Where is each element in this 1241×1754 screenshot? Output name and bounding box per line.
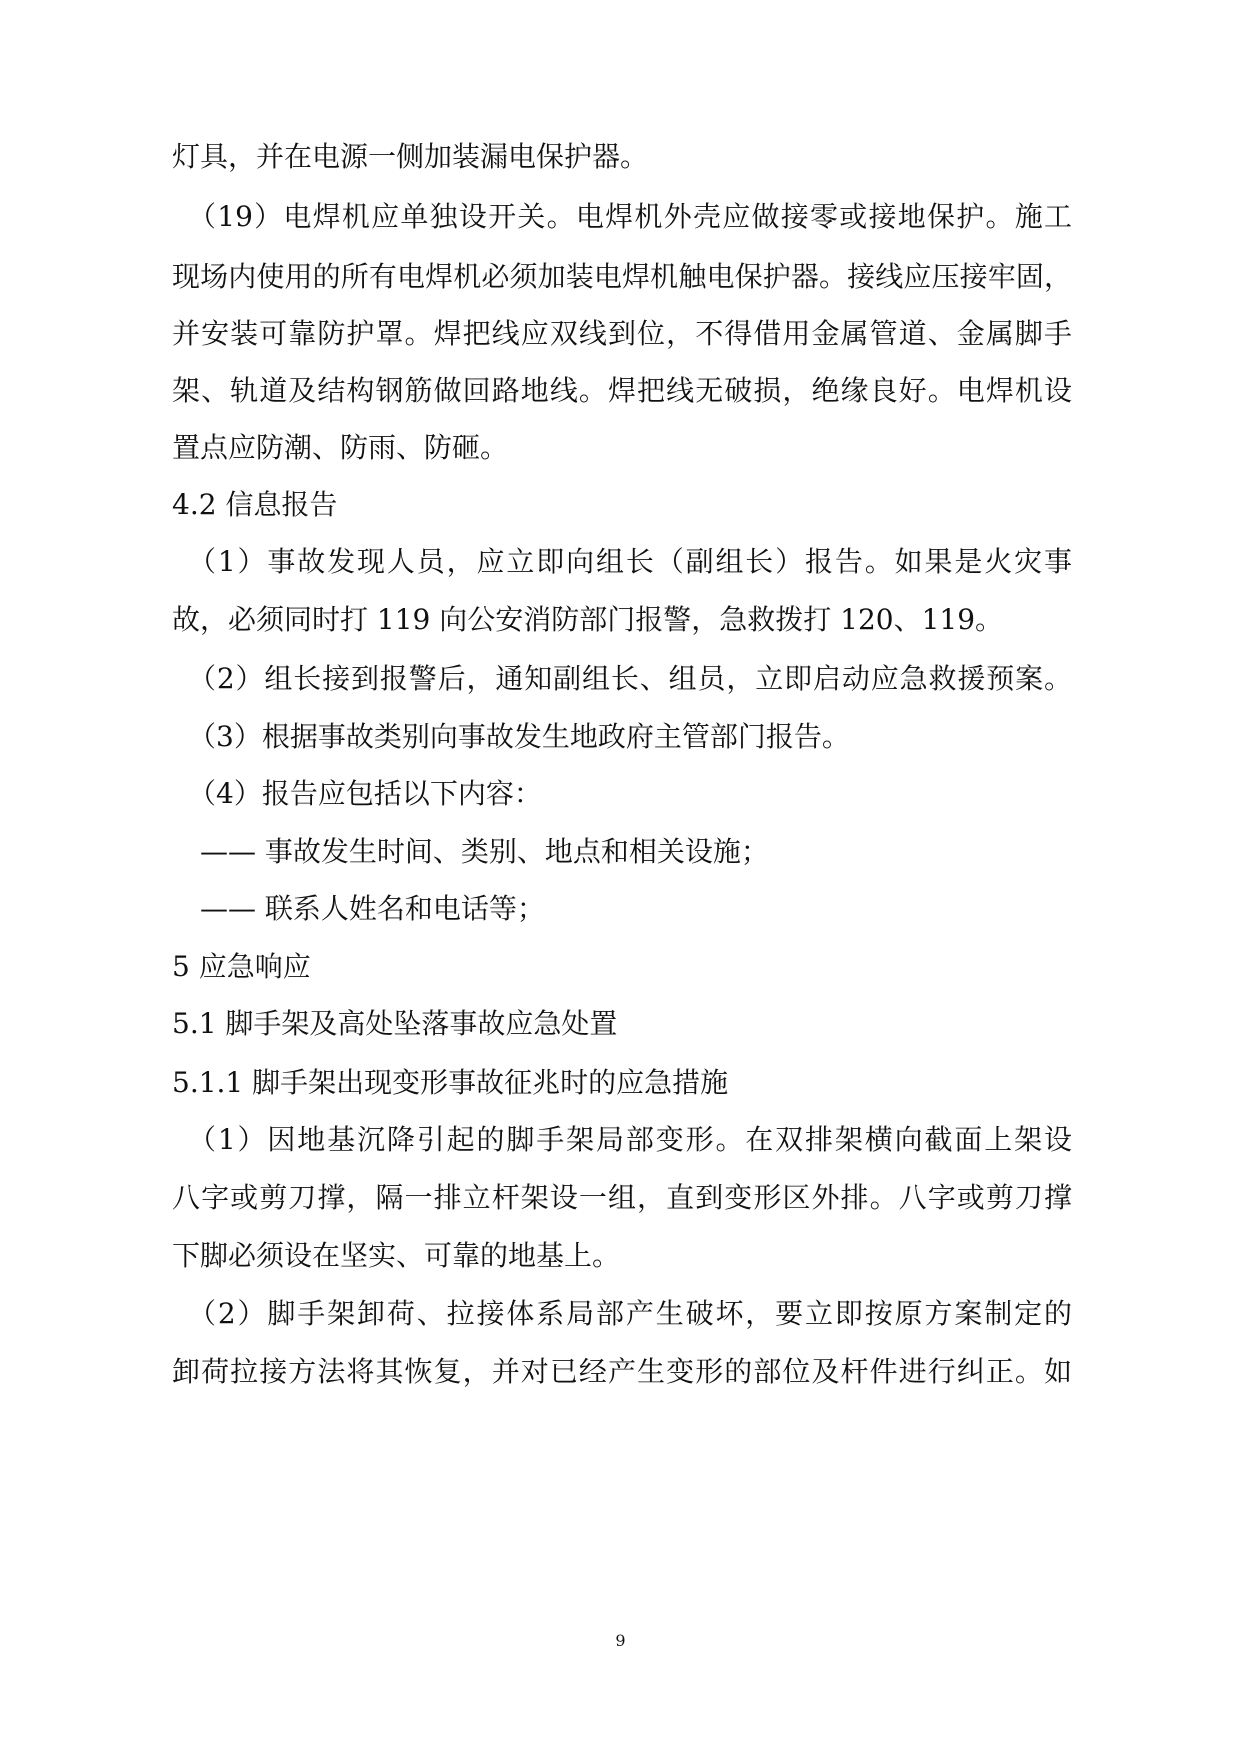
page-number: 9 xyxy=(615,1631,626,1650)
list-item: —— 联系人姓名和电话等； xyxy=(200,892,545,925)
section-heading: 5 应急响应 xyxy=(172,950,311,983)
body-text-line: （3）根据事故类别向事故发生地政府主管部门报告。 xyxy=(188,720,850,753)
body-text-line: 架、轨道及结构钢筋做回路地线。焊把线无破损，绝缘良好。电焊机设 xyxy=(172,374,1072,407)
body-text-line: （1）事故发现人员，应立即向组长（副组长）报告。如果是火灾事 xyxy=(188,545,1072,578)
body-text-line: 故，必须同时打 119 向公安消防部门报警，急救拨打 120、119。 xyxy=(172,603,1004,636)
body-text-line: 置点应防潮、防雨、防砸。 xyxy=(172,431,509,464)
body-text-line: 下脚必须设在坚实、可靠的地基上。 xyxy=(172,1239,621,1272)
body-text-line: 八字或剪刀撑，隔一排立杆架设一组，直到变形区外排。八字或剪刀撑 xyxy=(172,1181,1072,1214)
body-text-line: 现场内使用的所有电焊机必须加装电焊机触电保护器。接线应压接牢固， xyxy=(172,260,1072,293)
body-text-line: （4）报告应包括以下内容： xyxy=(188,777,542,810)
body-text-line: （19）电焊机应单独设开关。电焊机外壳应做接零或接地保护。施工 xyxy=(188,200,1072,233)
body-text-line: 卸荷拉接方法将其恢复，并对已经产生变形的部位及杆件进行纠正。如 xyxy=(172,1355,1072,1388)
body-text-line: （2）脚手架卸荷、拉接体系局部产生破坏，要立即按原方案制定的 xyxy=(188,1297,1072,1330)
body-text-line: 并安装可靠防护罩。焊把线应双线到位，不得借用金属管道、金属脚手 xyxy=(172,317,1072,350)
body-text-line: 灯具，并在电源一侧加装漏电保护器。 xyxy=(172,140,649,173)
subsection-heading: 5.1 脚手架及高处坠落事故应急处置 xyxy=(172,1007,618,1040)
body-text-line: （1）因地基沉降引起的脚手架局部变形。在双排架横向截面上架设 xyxy=(188,1123,1072,1156)
list-item: —— 事故发生时间、类别、地点和相关设施； xyxy=(200,835,769,868)
section-heading: 4.2 信息报告 xyxy=(172,488,338,521)
subsection-heading: 5.1.1 脚手架出现变形事故征兆时的应急措施 xyxy=(172,1066,729,1099)
body-text-line: （2）组长接到报警后，通知副组长、组员，立即启动应急救援预案。 xyxy=(188,662,1072,695)
